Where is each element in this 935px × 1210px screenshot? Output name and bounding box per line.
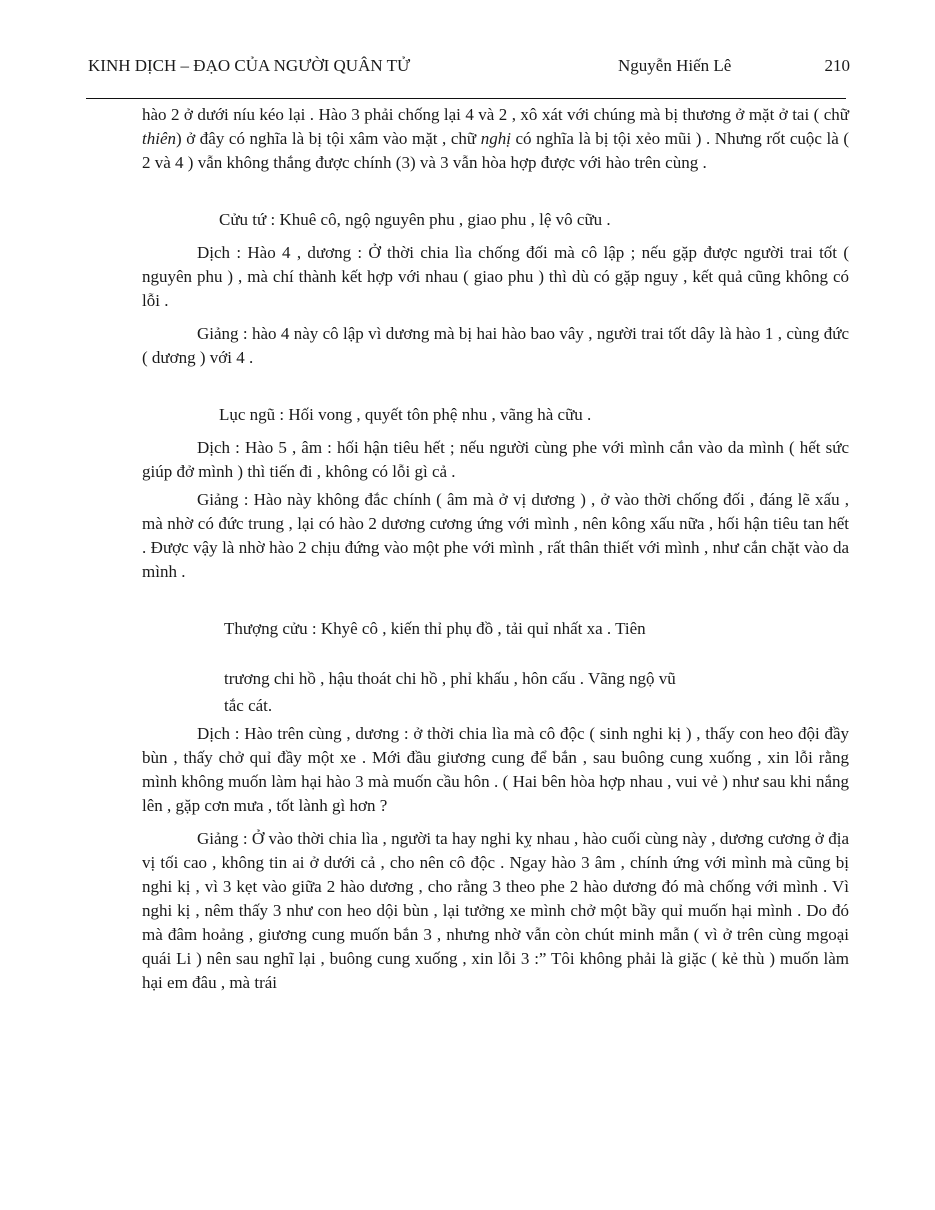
- top-translation: Dịch : Hào trên cùng , dương : ở thời chia lìa mà cô độc ( sinh nghi kị ) , thấy con heo đội đầy bùn , thấy chở quỉ đầy một xe . Mới đầu giương cung để bắn , sau buông cung xuống , xin lỗi rằng mình không muốn làm hại hào 3 mà muốn cầu hôn . ( Hai bên hòa hợp nhau , vui vẻ ) như sau khi nắng lên , gặp cơn mưa , tốt lành gì hơn ?: [142, 724, 849, 815]
- hao4-commentary: Giảng : hào 4 này cô lập vì dương mà bị hai hào bao vây , người trai tốt dây là hào 1 , cùng đức ( dương ) với 4 .: [142, 324, 849, 367]
- page-header: [88, 56, 850, 82]
- author-name: Nguyễn Hiến Lê: [618, 56, 732, 75]
- header-divider: [86, 98, 846, 99]
- hao5-verse: Lục ngũ : Hối vong , quyết tôn phệ nhu , vãng hà cữu .: [219, 405, 592, 424]
- book-title: KINH DỊCH – ĐẠO CỦA NGƯỜI QUÂN TỬ: [88, 56, 411, 75]
- hao4-translation: Dịch : Hào 4 , dương : Ở thời chia lìa chống đối mà cô lập ; nếu gặp được người trai tốt ( nguyên phu ) , mà chí thành kết hợp với nhau ( giao phu ) thì dù có gặp nguy , kết quả cũng không có lỗi .: [142, 243, 849, 310]
- top-verse-line-3: tắc cát.: [224, 696, 273, 715]
- term-thien: thiên: [142, 129, 176, 148]
- page-number: 210: [824, 56, 850, 75]
- top-verse-line-2: trương chi hồ , hậu thoát chi hồ , phỉ khấu , hôn cấu . Vãng ngộ vũ: [224, 669, 676, 688]
- hao4-verse: Cửu tứ : Khuê cô, ngộ nguyên phu , giao phu , lệ vô cữu .: [219, 210, 611, 229]
- term-nghi: nghị: [480, 129, 511, 148]
- hao5-commentary: Giảng : Hào này không đắc chính ( âm mà ở vị dương ) , ở vào thời chống đối , đáng lẽ xấu , mà nhờ có đức trung , lại có hào 2 dương cương ứng với mình , nên kông xấu nữa , hối hận tiêu tan hết . Được vậy là nhờ hào 2 chịu đứng vào một phe với mình , rất thân thiết với mình , như cắn chặt vào da mình .: [142, 490, 849, 581]
- page-body: [142, 103, 849, 1004]
- hao5-translation: Dịch : Hào 5 , âm : hối hận tiêu hết ; nếu người cùng phe với mình cắn vào da mình ( hết sức giúp đở mình ) thì tiến đi , không có lỗi gì cả .: [142, 438, 849, 481]
- paragraph-continuation: hào 2 ở dưới níu kéo lại . Hào 3 phải chống lại 4 và 2 , xô xát với chúng mà bị thương ở mặt ở tai ( chữ thiên) ở đây có nghĩa là bị tội xâm vào mặt , chữ nghị có nghĩa là bị tội xẻo mũi ) . Nhưng rốt cuộc là ( 2 và 4 ) vẫn không thắng được chính (3) và 3 vẫn hòa hợp được với hào trên cùng .: [142, 105, 849, 172]
- top-verse-line-1: Thượng cửu : Khyê cô , kiến thỉ phụ đồ , tải quỉ nhất xa . Tiên: [224, 619, 646, 638]
- top-commentary: Giảng : Ở vào thời chia lìa , người ta hay nghi kỵ nhau , hào cuối cùng này , dương cương ở địa vị tối cao , không tin ai ở dưới cả , cho nên cô độc . Ngay hào 3 âm , chính ứng với mình mà cũng bị nghi kị , vì 3 kẹt vào giữa 2 hào dương , cho rằng 3 theo phe 2 hào dương đó mà chống với mình . Vì nghi kị , nêm thấy 3 như con heo dội bùn , lại tưởng xe mình chở một bầy quỉ muốn hại mình . Do đó mà đâm hoảng , giương cung muốn bắn 3 , nhưng nhờ vẫn còn chút minh mẫn ( vì ở trên cùng mgoại quái Li ) nên sau nghĩ lại , buông cung xuống , xin lỗi 3 :” Tôi không phải là giặc ( kẻ thù ) muốn làm hại em đâu , mà trái: [142, 829, 849, 992]
